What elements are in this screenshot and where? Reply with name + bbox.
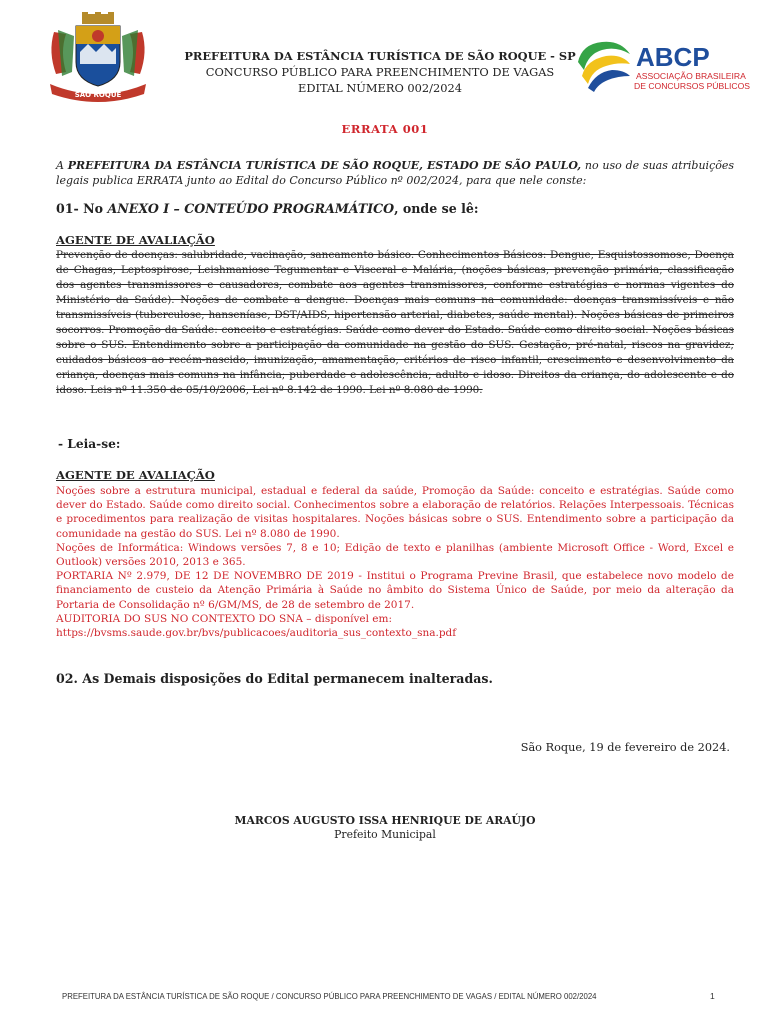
struck-content: Prevenção de doenças: salubridade, vacinação, saneamento básico. Conhecimentos Básicos: Dengue, Esquistossomose, Doença de Chagas, Leptospirose, Leishmaniose Tegumentar e Visceral e Malária, (noções básicas, prevenção primária, classificação dos agentes transmissores e causadores, combate aos agentes transmissores, conforme estratégias e normas vigentes do Ministério da Saúde). Noções de combate a dengue. Doenças mais comuns na comunidade: doenças transmissíveis e não transmissíveis (tuberculose, hanseníase, DST/AIDS, hipertensão arterial, diabetes, saúde mental). Noções básicas de primeiros socorros. Promoção da Saúde: conceito e estratégias. Saúde como dever do Estado. Saúde como direito social. Noções básicas sobre o SUS. Entendimento sobre a participação da comunidade na gestão do SUS. Gestação, pré-natal, riscos na gravidez; cuidados básicos ao recém-nascido, imunização, amamentação, critérios de risco infantil, crescimento e desenvolvimento da criança, doenças mais comuns na infância; puberdade e adolescência; adulto e idoso. Direitos da criança, do adolescente e do idoso. Leis nº 11.350 de 05/10/2006, Lei nº 8.142 de 1990. Lei nº 8.080 de 1990. — [56, 249, 734, 396]
section-1-heading — [56, 201, 479, 216]
section-1-prefix: 01- No — [56, 201, 104, 216]
header-line-1: PREFEITURA DA ESTÂNCIA TURÍSTICA DE SÃO ROQUE - SP — [184, 49, 576, 63]
section-1-suffix: , onde se lê: — [394, 201, 479, 216]
header-line-2: CONCURSO PÚBLICO PARA PREENCHIMENTO DE VAGAS — [205, 65, 555, 79]
svg-text:SÃO ROQUE: SÃO ROQUE — [74, 91, 122, 99]
document-header — [150, 48, 610, 96]
signatory-name: MARCOS AUGUSTO ISSA HENRIQUE DE ARAÚJO — [234, 814, 536, 827]
new-content-paragraph-3: PORTARIA Nº 2.979, DE 12 DE NOVEMBRO DE 2019 - Institui o Programa Previne Brasil, que estabelece novo modelo de financiamento de custeio da Atenção Primária à Saúde no âmbito do Sistema Único de Saúde, por meio da alteração da Portaria de Consolidação nº 6/GM/MS, de 28 de setembro de 2017. — [56, 570, 734, 611]
errata-title: ERRATA 001 — [341, 122, 429, 136]
page-number: 1 — [710, 991, 715, 1001]
intro-rest: no uso de suas atribuições legais publica ERRATA junto ao Edital do Concurso Público nº 002/2024, para que nele conste: — [56, 159, 735, 187]
svg-text:ASSOCIAÇÃO BRASILEIRA: ASSOCIAÇÃO BRASILEIRA — [636, 71, 746, 81]
new-content-paragraph-2: Noções de Informática: Windows versões 7, 8 e 10; Edição de texto e planilhas (ambiente Microsoft Office - Word, Excel e Outlook) versões 2010, 2013 e 365. — [56, 541, 734, 569]
coat-of-arms-logo — [44, 12, 152, 104]
auditoria-link[interactable]: https://bvsms.saude.gov.br/bvs/publicacoes/auditoria_sus_contexto_sna.pdf — [56, 627, 457, 640]
svg-text:ABCP: ABCP — [636, 42, 710, 72]
new-content — [56, 484, 734, 640]
new-content-paragraph-1: Noções sobre a estrutura municipal, estadual e federal da saúde, Promoção da Saúde: conceito e estratégias. Saúde como dever do Estado. Saúde como direito social. Conhecimentos sobre a elaboração de relatórios. Relações Interpessoais. Técnicas e procedimentos para realização de visitas hospitalares. Noções básicas sobre o SUS. Entendimento sobre a participação da comunidade na gestão do SUS. Lei nº 8.080 de 1990. — [56, 485, 734, 540]
leia-se-heading: - Leia-se: — [58, 437, 121, 451]
intro-paragraph — [56, 158, 734, 188]
header-line-3: EDITAL NÚMERO 002/2024 — [298, 81, 462, 95]
page-footer: PREFEITURA DA ESTÂNCIA TURÍSTICA DE SÃO ROQUE / CONCURSO PÚBLICO PARA PREENCHIMENTO DE VAGAS / EDITAL NÚMERO 002/2024 — [62, 992, 597, 1001]
signatory-role: Prefeito Municipal — [334, 828, 436, 841]
svg-text:DE CONCURSOS PÚBLICOS: DE CONCURSOS PÚBLICOS — [634, 81, 751, 91]
agent-heading-new: AGENTE DE AVALIAÇÃO — [56, 468, 215, 482]
place-date: São Roque, 19 de fevereiro de 2024. — [520, 741, 730, 754]
section-1-italic: ANEXO I – CONTEÚDO PROGRAMÁTICO — [107, 201, 395, 216]
section-2-heading: 02. As Demais disposições do Edital permanecem inalteradas. — [56, 671, 493, 686]
new-content-paragraph-4: AUDITORIA DO SUS NO CONTEXTO DO SNA – disponível em: — [56, 612, 393, 625]
intro-a: A — [56, 159, 64, 172]
agent-heading-old: AGENTE DE AVALIAÇÃO — [56, 233, 215, 247]
intro-bold: PREFEITURA DA ESTÂNCIA TURÍSTICA DE SÃO ROQUE, ESTADO DE SÃO PAULO, — [67, 159, 582, 172]
